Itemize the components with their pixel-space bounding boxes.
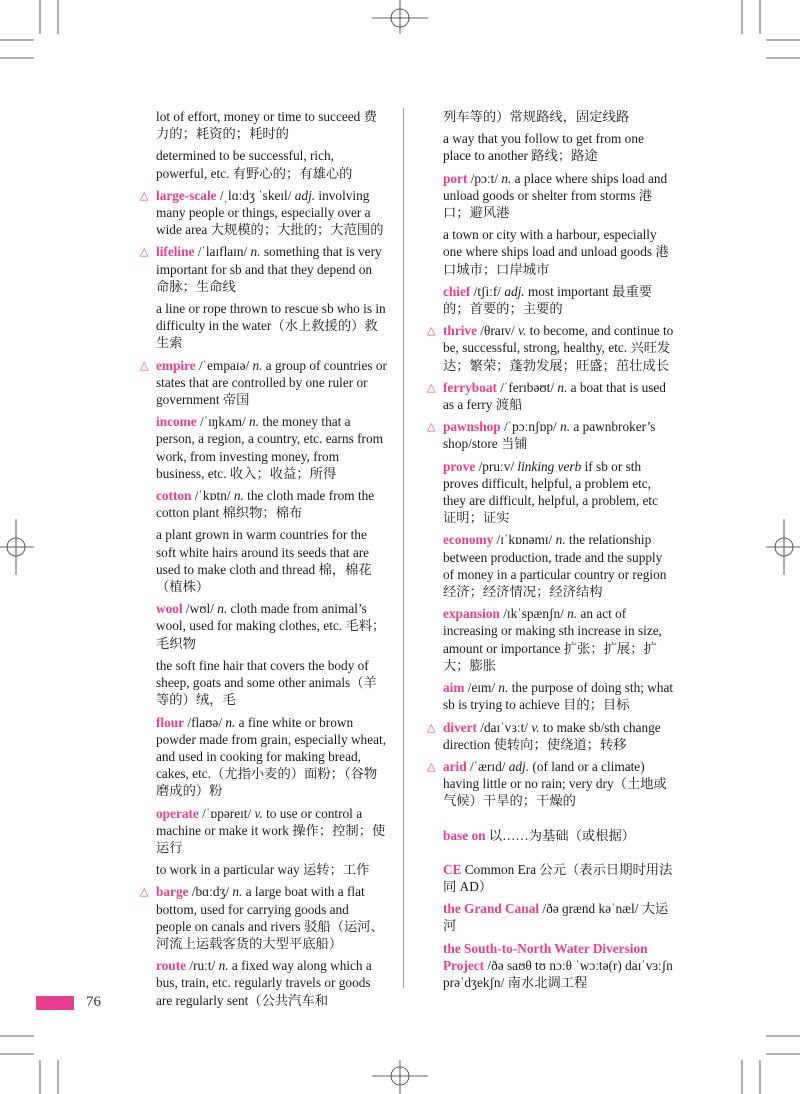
- pronunciation: /tʃiːf/: [470, 283, 505, 299]
- definition: the money that a person, a region, a country, etc. earns from work, from investing money, from business, etc. 收入；收益；所得: [156, 414, 383, 481]
- definition: to make sb/sth change direction 使转向；使绕道；转移: [443, 719, 661, 752]
- spacer: [427, 815, 674, 827]
- definition: a group of countries or states that are controlled by one ruler or government 帝国: [156, 357, 387, 408]
- headword: the South-to-North Water Diversion Project: [443, 940, 648, 973]
- part-of-speech: linking verb: [517, 458, 582, 474]
- pronunciation: /ˈærɪd/: [466, 758, 509, 774]
- dictionary-entry: [140, 600, 387, 652]
- pronunciation: 以……为基础（或根据）: [485, 827, 636, 843]
- dictionary-entry: [427, 531, 674, 600]
- sense-text: to work in a particular way 运转；工作: [156, 862, 370, 878]
- part-of-speech: n.: [555, 532, 566, 548]
- spacer: [427, 849, 674, 861]
- pronunciation: /bɑːdʒ/: [188, 884, 233, 900]
- right-column: [427, 108, 674, 996]
- part-of-speech: adj.: [508, 758, 530, 774]
- triangle-marker-icon: △: [427, 324, 436, 338]
- phrase-entry: [427, 861, 674, 895]
- part-of-speech: n.: [218, 958, 229, 974]
- triangle-marker-icon: △: [140, 885, 149, 899]
- definition: a pawnbroker’s shop/store 当铺: [443, 419, 656, 452]
- dictionary-entry: [140, 243, 387, 295]
- triangle-marker-icon: △: [427, 720, 436, 734]
- pronunciation: /ruːt/: [186, 958, 219, 974]
- sense-text: a town or city with a harbour, especially one where ships load and unload goods 港口城市；口岸城市: [443, 227, 669, 277]
- page-color-tab: [36, 996, 74, 1010]
- phrase-entry: [427, 827, 674, 844]
- pronunciation: /ðə saʊθ tʊ nɔːθ ˈwɔːtə(r) daɪˈvɜːʃn prəˈdʒekʃn/ 南水北调工程: [443, 957, 673, 990]
- part-of-speech: n.: [217, 601, 228, 617]
- dictionary-entry: [427, 379, 674, 413]
- headword: ferryboat: [443, 379, 497, 395]
- definition: something that is very important for sb and that they depend on 命脉；生命线: [156, 244, 382, 294]
- definition: cloth made from animal’s wool, used for making clothes, etc. 毛料；毛织物: [156, 601, 386, 651]
- dictionary-entry: [140, 805, 387, 857]
- part-of-speech: n.: [232, 884, 243, 900]
- pronunciation: /ˈpɔːnʃɒp/: [500, 419, 561, 435]
- pronunciation: /ðə ɡrænd kəˈnæl/ 大运河: [443, 901, 669, 934]
- part-of-speech: adj.: [504, 283, 525, 299]
- definition: to use or control a machine or make it work 操作；控制；使运行: [156, 805, 386, 855]
- dictionary-entry: [140, 357, 387, 409]
- triangle-marker-icon: △: [140, 188, 149, 202]
- pronunciation: /pɔːt/: [467, 170, 502, 186]
- pronunciation: /daɪˈvɜːt/: [476, 719, 532, 735]
- headword: large-scale: [156, 187, 217, 203]
- part-of-speech: n.: [252, 357, 263, 373]
- definition: a boat that is used as a ferry 渡船: [443, 379, 666, 413]
- part-of-speech: n.: [560, 419, 571, 435]
- headword: expansion: [443, 606, 500, 622]
- headword: income: [156, 414, 197, 430]
- pronunciation: /ˈempaɪə/: [195, 357, 253, 373]
- dictionary-entry: [140, 413, 387, 482]
- headword: flour: [156, 714, 185, 730]
- pronunciation: /ɪˈkɒnəmɪ/: [493, 532, 556, 548]
- dictionary-entry: [427, 170, 674, 222]
- pronunciation: /ˈkɒtn/: [191, 488, 234, 504]
- dictionary-entry: [140, 187, 387, 239]
- definition: the cloth made from the cotton plant 棉织物；棉布: [156, 488, 375, 521]
- headword: arid: [443, 758, 467, 774]
- pronunciation: /wʊl/: [182, 601, 218, 617]
- pronunciation: /ˈɒpəreɪt/: [198, 805, 255, 821]
- page-number: 76: [86, 994, 101, 1010]
- pronunciation: /θraɪv/: [476, 323, 519, 339]
- part-of-speech: n.: [557, 379, 568, 395]
- headword: CE: [443, 861, 462, 877]
- dictionary-entry: [427, 322, 674, 374]
- headword: divert: [443, 719, 477, 735]
- pronunciation: /ɪkˈspænʃn/: [499, 606, 568, 622]
- sense-text: 列车等的）常规路线，固定线路: [443, 109, 630, 124]
- definition: the relationship between production, trade and the supply of money in a particular country or region 经济；经济情况；经济结构: [443, 532, 667, 600]
- pronunciation: /flaʊə/: [184, 714, 226, 730]
- headword: wool: [156, 601, 183, 617]
- part-of-speech: n.: [250, 244, 261, 260]
- definition: to become, and continue to be, successful, strong, healthy, etc. 兴旺发达；繁荣；蓬勃发展；旺盛；茁壮成长: [443, 323, 674, 373]
- dictionary-entry: [140, 957, 387, 1009]
- headword: cotton: [156, 488, 192, 504]
- part-of-speech: n.: [501, 170, 512, 186]
- left-column: [140, 108, 387, 1014]
- definition: most important 最重要的；首要的；主要的: [443, 283, 653, 317]
- headword: lifeline: [156, 244, 195, 260]
- phrase-entry: [427, 940, 674, 992]
- triangle-marker-icon: △: [140, 245, 149, 259]
- part-of-speech: n.: [249, 414, 259, 430]
- dictionary-entry: [427, 719, 674, 753]
- sense-text: a line or rope thrown to rescue sb who is in difficulty in the water（水上救援的）救生索: [156, 301, 386, 351]
- definition: (of land or a climate) having little or no rain; very dry（土地或气候）干旱的；干燥的: [443, 758, 667, 809]
- part-of-speech: v.: [518, 323, 527, 339]
- dictionary-entry: [140, 487, 387, 521]
- definition: a fine white or brown powder made from grain, especially wheat, and used in cooking for making bread, cakes, etc.（尤指小麦的）面粉；（谷物磨成的）粉: [156, 714, 387, 799]
- headword: aim: [443, 680, 465, 696]
- definition: a place where ships load and unload goods or shelter from storms 港口；避风港: [443, 170, 668, 221]
- pronunciation: /ˈferɪbəʊt/: [496, 379, 558, 395]
- headword: port: [443, 170, 468, 186]
- dictionary-entry: [140, 714, 387, 800]
- definition: an act of increasing or making sth increase in size, amount or importance 扩张；扩展；扩大；膨胀: [443, 606, 662, 673]
- triangle-marker-icon: △: [427, 759, 436, 773]
- definition: involving many people or things, especially over a wide area 大规模的；大批的；大范围的: [156, 187, 384, 238]
- headword: economy: [443, 532, 494, 548]
- dictionary-entry: [140, 883, 387, 952]
- part-of-speech: n.: [567, 606, 578, 622]
- sense-text: a plant grown in warm countries for the soft white hairs around its seeds that are used to make cloth and thread 棉，棉花（植株）: [156, 527, 372, 595]
- pronunciation: Common Era 公元（表示日期时用法同 AD）: [443, 861, 673, 894]
- sense-text: lot of effort, money or time to succeed 费力的；耗资的；耗时的: [156, 109, 377, 142]
- headword: barge: [156, 884, 189, 900]
- pronunciation: /pruːv/: [475, 458, 518, 474]
- headword: the Grand Canal: [443, 901, 540, 917]
- dictionary-entry: [427, 458, 674, 527]
- sense-text: a way that you follow to get from one place to another 路线；路途: [443, 131, 644, 164]
- headword: route: [156, 958, 187, 974]
- sense-text: determined to be successful, rich, powerful, etc. 有野心的；有雄心的: [156, 148, 353, 181]
- triangle-marker-icon: △: [427, 380, 436, 394]
- triangle-marker-icon: △: [427, 420, 436, 434]
- part-of-speech: adj.: [294, 187, 316, 203]
- dictionary-entry: [427, 283, 674, 317]
- column-divider: [403, 108, 404, 988]
- definition: a fixed way along which a bus, train, etc. regularly travels or goods are regularly sent（公共汽车和: [156, 958, 372, 1008]
- dictionary-entry: [427, 679, 674, 713]
- headword: empire: [156, 357, 196, 373]
- dictionary-entry: [427, 605, 674, 674]
- headword: chief: [443, 283, 471, 299]
- part-of-speech: n.: [225, 714, 236, 730]
- dictionary-entry: [427, 758, 674, 810]
- pronunciation: /ˈɪŋkʌm/: [196, 414, 250, 430]
- triangle-marker-icon: △: [140, 358, 149, 372]
- definition: a large boat with a flat bottom, used for carrying goods and people on canals and rivers 驳船（运河、河流上运载客货的大型平底船）: [156, 884, 384, 951]
- headword: prove: [443, 458, 476, 474]
- pronunciation: /ˈlaɪflaɪn/: [194, 244, 251, 260]
- pronunciation: /ˌlɑːdʒ ˈskeɪl/: [216, 187, 295, 203]
- dictionary-entry: [427, 418, 674, 452]
- phrase-entry: [427, 900, 674, 934]
- sense-text: the soft fine hair that covers the body of sheep, goats and some other animals（羊等的）绒，毛: [156, 657, 377, 708]
- headword: operate: [156, 805, 199, 821]
- part-of-speech: n.: [498, 680, 509, 696]
- headword: thrive: [443, 323, 477, 339]
- headword: base on: [443, 827, 486, 843]
- part-of-speech: v.: [254, 805, 263, 821]
- part-of-speech: n.: [233, 488, 244, 504]
- definition: if sb or sth proves difficult, helpful, a problem etc, they are difficult, helpful, a problem, etc 证明；证实: [443, 458, 659, 526]
- definition: the purpose of doing sth; what sb is trying to achieve 目的；目标: [443, 680, 674, 713]
- pronunciation: /eɪm/: [464, 680, 499, 696]
- part-of-speech: v.: [531, 719, 540, 735]
- headword: pawnshop: [443, 419, 501, 435]
